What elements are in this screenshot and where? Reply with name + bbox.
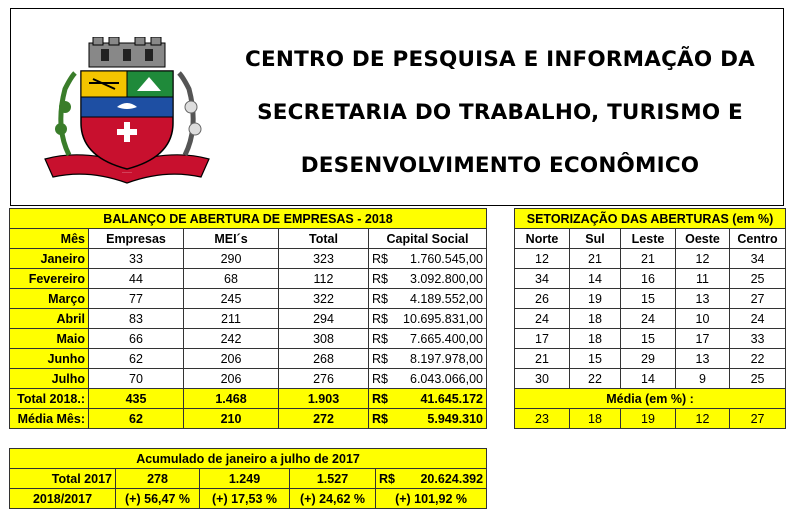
table-row [515,289,786,309]
empresas-cell: 66 [89,329,184,349]
capital-cell [369,329,487,349]
media-norte: 23 [515,409,570,429]
column-header: Capital Social [369,229,487,249]
table-row [515,329,786,349]
meis-cell: 211 [184,309,279,329]
capital-cell [369,309,487,329]
column-header: Norte [515,229,570,249]
table-row [515,249,786,269]
table-row [10,329,487,349]
accumulated-table [9,448,487,509]
currency-label: R$ [379,471,395,486]
media-empresas: 62 [89,409,184,429]
total-row [10,389,487,409]
sector-media-label: Média (em %) : [515,389,786,409]
currency-label: R$ [372,411,388,426]
media-centro: 27 [730,409,786,429]
total-cell: 308 [279,329,369,349]
currency-label: R$ [372,351,388,366]
acc-compare-capital: (+) 101,92 % [376,489,487,509]
meis-cell: 206 [184,369,279,389]
column-header: Mês [10,229,89,249]
svg-text:·····: ····· [122,170,132,176]
month-cell: Abril [10,309,89,329]
total-empresas: 435 [89,389,184,409]
currency-label: R$ [372,271,388,286]
oeste-cell: 13 [676,289,730,309]
accumulated-title: Acumulado de janeiro a julho de 2017 [10,449,487,469]
currency-label: R$ [372,311,388,326]
column-header: Centro [730,229,786,249]
column-header: Leste [621,229,676,249]
title-line: DESENVOLVIMENTO ECONÔMICO [300,153,700,178]
acc-total-label: Total 2017 [10,469,116,489]
total-cell: 323 [279,249,369,269]
empresas-cell: 77 [89,289,184,309]
acc-compare-empresas: (+) 56,47 % [116,489,200,509]
centro-cell: 25 [730,369,786,389]
leste-cell: 24 [621,309,676,329]
page-header [10,8,784,206]
capital-cell [369,369,487,389]
oeste-cell: 9 [676,369,730,389]
column-header: MEI´s [184,229,279,249]
acc-total-total: 1.527 [290,469,376,489]
currency-label: R$ [372,251,388,266]
table-row [515,269,786,289]
capital-value: 3.092.800,00 [410,271,483,286]
capital-value: 4.189.552,00 [410,291,483,306]
total-total: 1.903 [279,389,369,409]
centro-cell: 34 [730,249,786,269]
meis-cell: 242 [184,329,279,349]
table-row [515,349,786,369]
total-capital [369,389,487,409]
sul-cell: 18 [570,309,621,329]
acc-total-capital [376,469,487,489]
currency-label: R$ [372,391,388,406]
acc-compare-total: (+) 24,62 % [290,489,376,509]
media-oeste: 12 [676,409,730,429]
sector-rows [515,249,786,389]
acc-total-meis: 1.249 [200,469,290,489]
sector-table [514,208,786,429]
acc-total-empresas: 278 [116,469,200,489]
norte-cell: 34 [515,269,570,289]
total-cell: 112 [279,269,369,289]
column-header: Oeste [676,229,730,249]
capital-cell [369,289,487,309]
meis-cell: 290 [184,249,279,269]
empresas-cell: 44 [89,269,184,289]
capital-value: 8.197.978,00 [410,351,483,366]
capital-value: 7.665.400,00 [410,331,483,346]
sul-cell: 14 [570,269,621,289]
acc-compare-meis: (+) 17,53 % [200,489,290,509]
centro-cell: 25 [730,269,786,289]
norte-cell: 12 [515,249,570,269]
centro-cell: 27 [730,289,786,309]
leste-cell: 16 [621,269,676,289]
total-cell: 276 [279,369,369,389]
total-cell: 268 [279,349,369,369]
accumulated-compare-row [10,489,487,509]
meis-cell: 206 [184,349,279,369]
table-row [515,369,786,389]
column-header: Empresas [89,229,184,249]
meis-cell: 68 [184,269,279,289]
balance-rows [10,249,487,389]
sul-cell: 18 [570,329,621,349]
capital-value: 5.949.310 [427,411,483,426]
leste-cell: 29 [621,349,676,369]
table-row [10,309,487,329]
table-row [10,249,487,269]
empresas-cell: 83 [89,309,184,329]
currency-label: R$ [372,331,388,346]
media-meis: 210 [184,409,279,429]
title-line: SECRETARIA DO TRABALHO, TURISMO E [257,100,743,125]
table-row [10,289,487,309]
total-cell: 322 [279,289,369,309]
media-total: 272 [279,409,369,429]
leste-cell: 15 [621,329,676,349]
media-label: Média Mês: [10,409,89,429]
page-title [225,33,775,192]
sul-cell: 15 [570,349,621,369]
month-cell: Junho [10,349,89,369]
media-capital [369,409,487,429]
media-sul: 18 [570,409,621,429]
sul-cell: 19 [570,289,621,309]
capital-value: 6.043.066,00 [410,371,483,386]
capital-cell [369,349,487,369]
centro-cell: 22 [730,349,786,369]
capital-value: 10.695.831,00 [403,311,483,326]
capital-cell [369,269,487,289]
meis-cell: 245 [184,289,279,309]
oeste-cell: 12 [676,249,730,269]
leste-cell: 21 [621,249,676,269]
empresas-cell: 62 [89,349,184,369]
month-cell: Março [10,289,89,309]
norte-cell: 17 [515,329,570,349]
empresas-cell: 70 [89,369,184,389]
currency-label: R$ [372,291,388,306]
table-row [10,349,487,369]
table-row [10,369,487,389]
empresas-cell: 33 [89,249,184,269]
capital-value: 41.645.172 [420,391,483,406]
sector-table-title: SETORIZAÇÃO DAS ABERTURAS (em %) [515,209,786,229]
accumulated-total-row [10,469,487,489]
norte-cell: 26 [515,289,570,309]
sul-cell: 21 [570,249,621,269]
title-line: CENTRO DE PESQUISA E INFORMAÇÃO DA [245,47,755,72]
total-label: Total 2018.: [10,389,89,409]
balance-table [9,208,487,429]
media-row [10,409,487,429]
column-header: Sul [570,229,621,249]
oeste-cell: 11 [676,269,730,289]
table-row [10,269,487,289]
norte-cell: 24 [515,309,570,329]
capital-value: 20.624.392 [420,471,484,486]
column-header: Total [279,229,369,249]
norte-cell: 30 [515,369,570,389]
media-leste: 19 [621,409,676,429]
month-cell: Julho [10,369,89,389]
municipal-coat-of-arms [41,37,213,189]
table-row [515,309,786,329]
month-cell: Janeiro [10,249,89,269]
sector-media-row [515,409,786,429]
capital-value: 1.760.545,00 [410,251,483,266]
month-cell: Maio [10,329,89,349]
total-cell: 294 [279,309,369,329]
capital-cell [369,249,487,269]
oeste-cell: 13 [676,349,730,369]
acc-compare-label: 2018/2017 [10,489,116,509]
sul-cell: 22 [570,369,621,389]
leste-cell: 14 [621,369,676,389]
balance-table-title: BALANÇO DE ABERTURA DE EMPRESAS - 2018 [10,209,487,229]
norte-cell: 21 [515,349,570,369]
centro-cell: 33 [730,329,786,349]
oeste-cell: 10 [676,309,730,329]
leste-cell: 15 [621,289,676,309]
currency-label: R$ [372,371,388,386]
total-meis: 1.468 [184,389,279,409]
month-cell: Fevereiro [10,269,89,289]
oeste-cell: 17 [676,329,730,349]
centro-cell: 24 [730,309,786,329]
